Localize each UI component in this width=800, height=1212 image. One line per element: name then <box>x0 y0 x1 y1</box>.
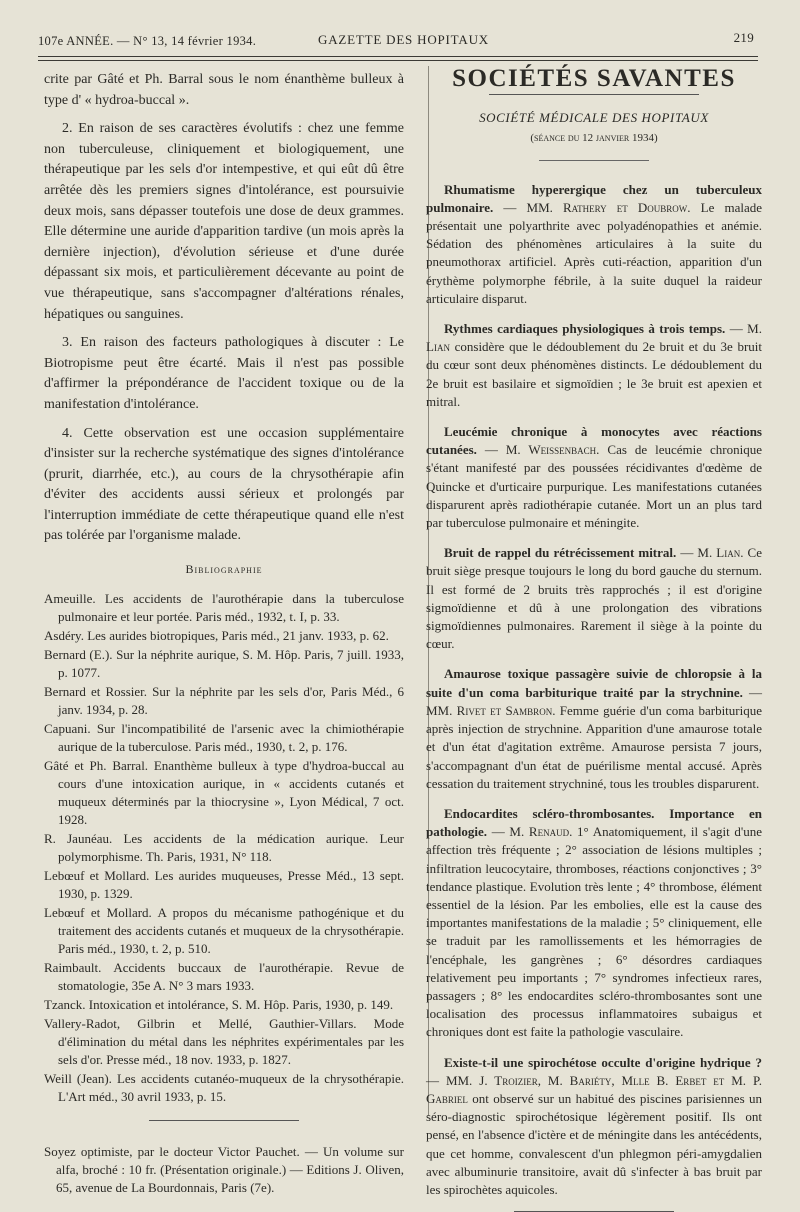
entry-body: Le malade présentait une polyarthrite avec polyadénopathies et anémie. Sédation des phénomènes articulaires à la suite du pneumothorax artificiel. Après cuti-réaction, apparition d'un érythème polymorphe fébrile, à la suite duquel la raideur articulaire disparut. <box>426 199 762 306</box>
entry-title: Rhumatisme hyperergique chez un tuberculeux pulmonaire. <box>426 181 762 215</box>
society-entry <box>426 544 762 653</box>
bibliography-entry: Weill (Jean). Les accidents cutanéo-muqueux de la chrysothérapie. L'Art méd., 30 avril 1933, p. 15. <box>44 1070 404 1104</box>
bibliography-entry: Capuani. Sur l'incompatibilité de l'arsenic avec la chimiothérapie aurique de la tuberculose. Paris méd., 1930, t. 2, p. 176. <box>44 720 404 754</box>
society-entry <box>426 665 762 792</box>
entry-body: considère que le dédoublement du 2e bruit et du 3e bruit du cœur sont deux phénomènes distincts. Le dédoublement du 2e bruit est basilaire et sigmoïdien ; le 3e bruit est apexien et mitral. <box>426 339 762 409</box>
paragraph: 4. Cette observation est une occasion supplémentaire d'insister sur la recherche systématique des signes d'intolérance (prurit, diarrhée, etc.), au cours de la chrysothérapie afin d'éviter des accidents aussi sérieux et prolongés par l'interruption immédiate de cette thérapeutique quand elle n'est pas tolérée par l'organisme malade. <box>44 425 404 544</box>
entry-title: Amaurose toxique passagère suivie de chloropsie à la suite d'un coma barbiturique traité par la strychnine. <box>426 666 762 700</box>
bibliography-entry: Ameuille. Les accidents de l'aurothérapie dans la tuberculose pulmonaire et leur portée. Paris méd., 1932, t. I, p. 33. <box>44 590 404 624</box>
bibliography-entry: Lebœuf et Mollard. A propos du mécanisme pathogénique et du traitement des accidents cutanés et muqueux de la chrysothérapie. Paris méd., 1930, t. 2, p. 510. <box>44 904 404 956</box>
entry-authors: — M. Weissenbach. <box>476 442 600 458</box>
entry-body: ont observé sur un habitué des piscines parisiennes un séro-diagnostic spirochétosique légèrement positif. Ils ont pensé, en l'absence d'ictère et de méningite dans les antécédents, que cet homme, convalescent d'un phlegmon péri-amygdalien avec albuminurie transitoire, avait dû s'infecter à bas bruit par les spirochètes aquicoles. <box>426 1090 762 1197</box>
entry-body: 1° Anatomiquement, il s'agit d'une affection très fréquente ; 2° association de lésions multiples ; infiltration leucocytaire, thromboses, réactions conjonctives ; 3° tendance plastique. Evolution très lente ; 4° thrombose, élément essentiel de la lésion. Par les embolies, elle est la cause des importantes manifestations de la maladie ; 5° cliniquement, elle se traduit par les ramollissements et les hémorragies de l'encéphale, les gangrènes ; 6° désordres cardiaques relativement peu importants ; 7° syndromes infectieux rares, passagers ; 8° les endocardites scléro-thrombosantes sont une localisation des processus inflammatoires subaigus et chroniques dont est faite la pathologie vasculaire. <box>426 824 762 1040</box>
section-rule <box>489 94 699 95</box>
bibliography-entry: Lebœuf et Mollard. Les aurides muqueuses, Presse Méd., 13 sept. 1930, p. 1329. <box>44 867 404 901</box>
paragraph: 2. En raison de ses caractères évolutifs : chez une femme non tuberculeuse, cliniquement et biologiquement, une thérapeutique par les sels d'or intempestive, et qui eût dû être arrêtée dès les premiers signes d'intolérance, est poursuivie deux mois, sans dépasser toutefois une dose de deux grammes. Elle détermine une auride d'apparition tardive (un mois après la dernière injection), d'évolution sérieuse et d'une durée dépassant six mois, et particulièrement décevante au point de vue thérapeutique, sans s'accompagner d'altérations rénales, hépatiques ou sanguines. <box>44 121 404 322</box>
entry-title: Leucémie chronique à monocytes avec réactions cutanées. <box>426 424 762 458</box>
entry-body: Ce bruit siège presque toujours le long du bord gauche du sternum. Il est formé de 2 bruits très rapprochés ; il est d'origine sigmoïdienne et dû à une prolongation des vibrations sigmoïdiennes pulmonaires. Rarement il siège à la pointe du cœur. <box>426 545 762 652</box>
entry-authors: — M. Renaud. <box>487 824 573 840</box>
right-column <box>426 66 762 1212</box>
society-name: SOCIÉTÉ MÉDICALE DES HOPITAUX <box>479 110 709 126</box>
bibliography-entry: Vallery-Radot, Gilbrin et Mellé, Gauthier-Villars. Mode d'élimination du métal dans les néphrites expérimentales par les sels d'or. Presse méd., 18 nov. 1933, p. 1827. <box>44 1015 404 1067</box>
header-rule <box>38 56 758 57</box>
bibliography-entry: Bernard (E.). Sur la néphrite aurique, S. M. Hôp. Paris, 7 juill. 1933, p. 1077. <box>44 646 404 680</box>
society-entry <box>426 805 762 1042</box>
header-rule-thin <box>38 60 758 61</box>
issue-info: 107e ANNÉE. — N° 13, 14 février 1934. <box>38 34 257 48</box>
entry-authors: — M. Lian. <box>676 545 744 561</box>
bibliography-entry: Bernard et Rossier. Sur la néphrite par les sels d'or, Paris Méd., 6 janv. 1934, p. 28. <box>44 683 404 717</box>
separator-rule <box>539 160 649 161</box>
book-advert: Soyez optimiste, par le docteur Victor Pauchet. — Un volume sur alfa, broché : 10 fr. (Présentation originale.) — Editions J. Oliven, 65, avenue de La Bourdonnais, Paris (7e). <box>44 1143 404 1195</box>
section-title: SOCIÉTÉS SAVANTES <box>452 65 736 92</box>
entry-title: Rythmes cardiaques physiologiques à trois temps. <box>444 321 726 337</box>
paragraph: 3. En raison des facteurs pathologiques à discuter : Le Biotropisme peut être écarté. Mais il n'est pas possible d'affirmer la prépondérance de l'accident toxique ou de la manifestation d'intolérance. <box>44 335 404 412</box>
entry-title: Existe-t-il une spirochétose occulte d'origine hydrique ? <box>444 1054 762 1070</box>
bibliography-entry: Raimbault. Accidents buccaux de l'aurothérapie. Revue de stomatologie, 35e A. N° 3 mars 1933. <box>44 959 404 993</box>
bibliography-entry: Tzanck. Intoxication et intolérance, S. M. Hôp. Paris, 1930, p. 149. <box>44 996 394 1012</box>
journal-name: GAZETTE DES HOPITAUX <box>318 32 489 47</box>
bibliography-entry: R. Jaunéau. Les accidents de la médication aurique. Leur polymorphisme. Th. Paris, 1931, N° 118. <box>44 830 404 864</box>
society-entry <box>426 320 762 411</box>
left-column <box>44 70 404 1197</box>
society-entry <box>426 423 762 532</box>
society-entry <box>426 1054 762 1200</box>
entry-body: Femme guérie d'un coma barbiturique après injection de strychnine. Apparition d'une amaurose totale et d'un état d'agitation extrême. Amaurose persista 7 jours, s'accompagnant d'un état de puérilisme mental accusé. Après cessation du traitement strychniné, tous les troubles disparurent. <box>426 702 762 791</box>
bibliography-entry: Gâté et Ph. Barral. Enanthème bulleux à type d'hydroa-buccal au cours d'une intoxication aurique, in « accidents cutanés et muqueux déterminés par la thiocrysine », Lyon Médical, 7 oct. 1928. <box>44 757 404 827</box>
entry-authors: — MM. Rivet et Sambron. <box>426 684 763 718</box>
entry-body: Cas de leucémie chronique s'étant manifesté par des poussées récidivantes d'œdème de Quincke et d'urticaire purpurique. Les manifestations cutanées disparurent après radiothérapie cutanée. Mort un an plus tard par tuberculose pulmonaire et méningite. <box>426 442 762 531</box>
entry-authors: — M. Lian <box>426 321 762 355</box>
separator-rule <box>149 1120 299 1121</box>
page-number: 219 <box>733 30 754 45</box>
society-entry <box>426 181 762 308</box>
bibliography-entry: Asdéry. Les aurides biotropiques, Paris méd., 21 janv. 1933, p. 62. <box>44 627 389 643</box>
running-header <box>38 30 756 52</box>
paragraph: crite par Gâté et Ph. Barral sous le nom énanthème bulleux à type d' « hydroa-buccal ». <box>44 72 404 108</box>
entry-title: Bruit de rappel du rétrécissement mitral. <box>444 545 677 561</box>
entry-authors: — MM. Rathery et Doubrow. <box>493 199 691 215</box>
entry-authors: — MM. J. Troizier, M. Bariéty, Mlle B. Erbet et M. P. Gabriel <box>426 1072 762 1106</box>
entry-title: Endocardites scléro-thrombosantes. Importance en pathologie. <box>426 805 762 840</box>
session-date: (séance du 12 janvier 1934) <box>530 132 658 145</box>
bibliography-heading: Bibliographie <box>185 562 263 577</box>
